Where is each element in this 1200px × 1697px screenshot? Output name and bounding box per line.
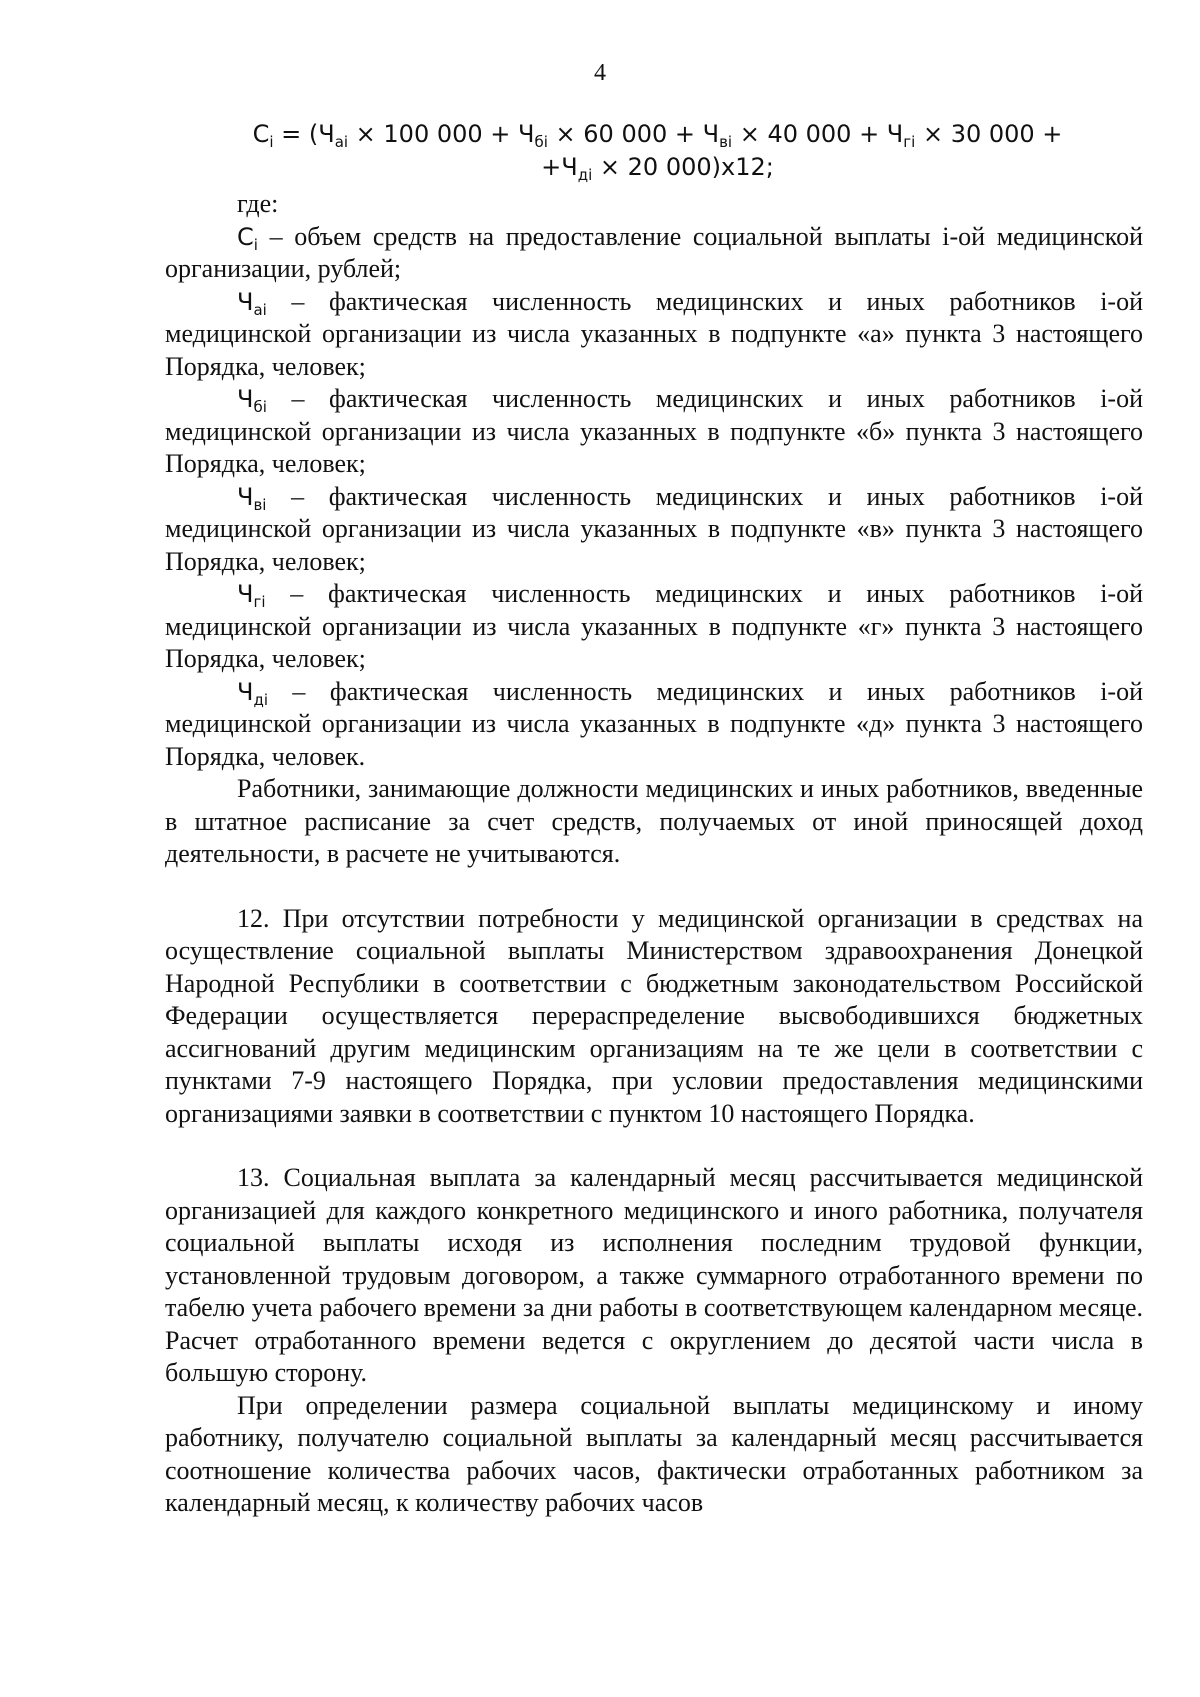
where-label: где: bbox=[237, 189, 279, 218]
definition-subscript: гi bbox=[253, 593, 266, 611]
formula-t2-sub: бi bbox=[534, 133, 548, 151]
definition-text: – фактическая численность медицинских и иных работников i-ой медицинской организации из числа указанных в подпункте «г» пункта 3 настоящего Порядка, человек; bbox=[165, 579, 1143, 673]
definition-text: – фактическая численность медицинских и иных работников i-ой медицинской организации из числа указанных в подпункте «д» пункта 3 настоящего Порядка, человек. bbox=[165, 676, 1143, 771]
workers-note-paragraph: Работники, занимающие должности медицинских и иных работников, введенные в штатное расписание за счет средств, получаемых от иной приносящей доход деятельности, в расчете не учитываются. bbox=[165, 774, 1143, 868]
definition-item bbox=[165, 578, 1143, 676]
definition-text: – фактическая численность медицинских и иных работников i-ой медицинской организации из числа указанных в подпункте «в» пункта 3 настоящего Порядка, человек; bbox=[165, 481, 1143, 576]
paragraph-13: 13. Социальная выплата за календарный месяц рассчитывается медицинской организацией для каждого конкретного медицинского и иного работника, получателя социальной выплаты исходя из исполнения последним трудовой функции, установленной трудовым договором, а также суммарного отработанного времени по табелю учета рабочего времени за дни работы в соответствующем календарном месяце. Расчет отработанного времени ведется с округлением до десятой части числа в большую сторону. bbox=[165, 1163, 1143, 1387]
page-number: 4 bbox=[594, 60, 606, 86]
formula-line-2 bbox=[165, 151, 1150, 184]
formula-line2-start: +Ч bbox=[541, 153, 578, 181]
definition-subscript: дi bbox=[253, 690, 268, 709]
definition-item bbox=[165, 676, 1143, 774]
payment-formula bbox=[165, 118, 1150, 184]
definition-subscript: ai bbox=[253, 300, 267, 319]
definition-symbol: C bbox=[237, 222, 254, 251]
definition-item bbox=[165, 286, 1143, 384]
definition-symbol: Ч bbox=[237, 580, 254, 608]
body-text bbox=[165, 188, 1143, 1520]
definition-text: – фактическая численность медицинских и иных работников i-ой медицинской организации из числа указанных в подпункте «б» пункта 3 настоящего Порядка, человек; bbox=[165, 384, 1143, 478]
paragraph-12: 12. При отсутствии потребности у медицинской организации в средствах на осуществление социальной выплаты Министерством здравоохранения Донецкой Народной Республики в соответствии с бюджетным законодательством Российской Федерации осуществляется перераспределение высвободившихся бюджетных ассигнований другим медицинским организациям на те же цели в соответствии с пунктами 7-9 настоящего Порядка, при условии предоставления медицинскими организациями заявки в соответствии с пунктом 10 настоящего Порядка. bbox=[165, 903, 1143, 1128]
definition-item bbox=[165, 481, 1143, 579]
formula-t3: × 40 000 + Ч bbox=[732, 120, 904, 148]
definition-symbol: Ч bbox=[237, 482, 254, 511]
definition-symbol: Ч bbox=[237, 287, 254, 316]
definition-subscript: бi bbox=[253, 398, 267, 416]
formula-t4: × 30 000 + bbox=[915, 120, 1063, 148]
formula-t2: × 60 000 + Ч bbox=[547, 120, 720, 148]
formula-t1-sub: ai bbox=[334, 133, 349, 151]
definition-item bbox=[165, 221, 1143, 286]
definition-text: – фактическая численность медицинских и иных работников i-ой медицинской организации из числа указанных в подпункте «а» пункта 3 настоящего Порядка, человек; bbox=[165, 286, 1143, 381]
definition-symbol: Ч bbox=[237, 677, 254, 706]
formula-t4-sub: гi bbox=[903, 133, 916, 151]
formula-t3-sub: вi bbox=[719, 133, 733, 151]
paragraph-13-continued: При определении размера социальной выплаты медицинскому и иному работнику, получателю социальной выплаты за календарный месяц рассчитывается соотношение количества рабочих часов, фактически отработанных работником за календарный месяц, к количеству рабочих часов bbox=[165, 1390, 1143, 1517]
definition-text: – объем средств на предоставление социальной выплаты i-ой медицинской организации, рублей; bbox=[165, 221, 1143, 283]
definition-item bbox=[165, 383, 1143, 481]
formula-open: = (Ч bbox=[273, 120, 335, 148]
formula-t5-sub: дi bbox=[577, 166, 593, 184]
formula-line2-end: × 20 000)x12; bbox=[592, 153, 774, 181]
formula-lhs: C bbox=[252, 120, 270, 148]
definition-subscript: i bbox=[253, 235, 258, 254]
definition-subscript: вi bbox=[253, 495, 267, 514]
definition-symbol: Ч bbox=[237, 385, 254, 413]
formula-line-1 bbox=[165, 118, 1150, 151]
formula-t1: × 100 000 + Ч bbox=[348, 120, 535, 148]
formula-lhs-sub: i bbox=[269, 133, 274, 151]
